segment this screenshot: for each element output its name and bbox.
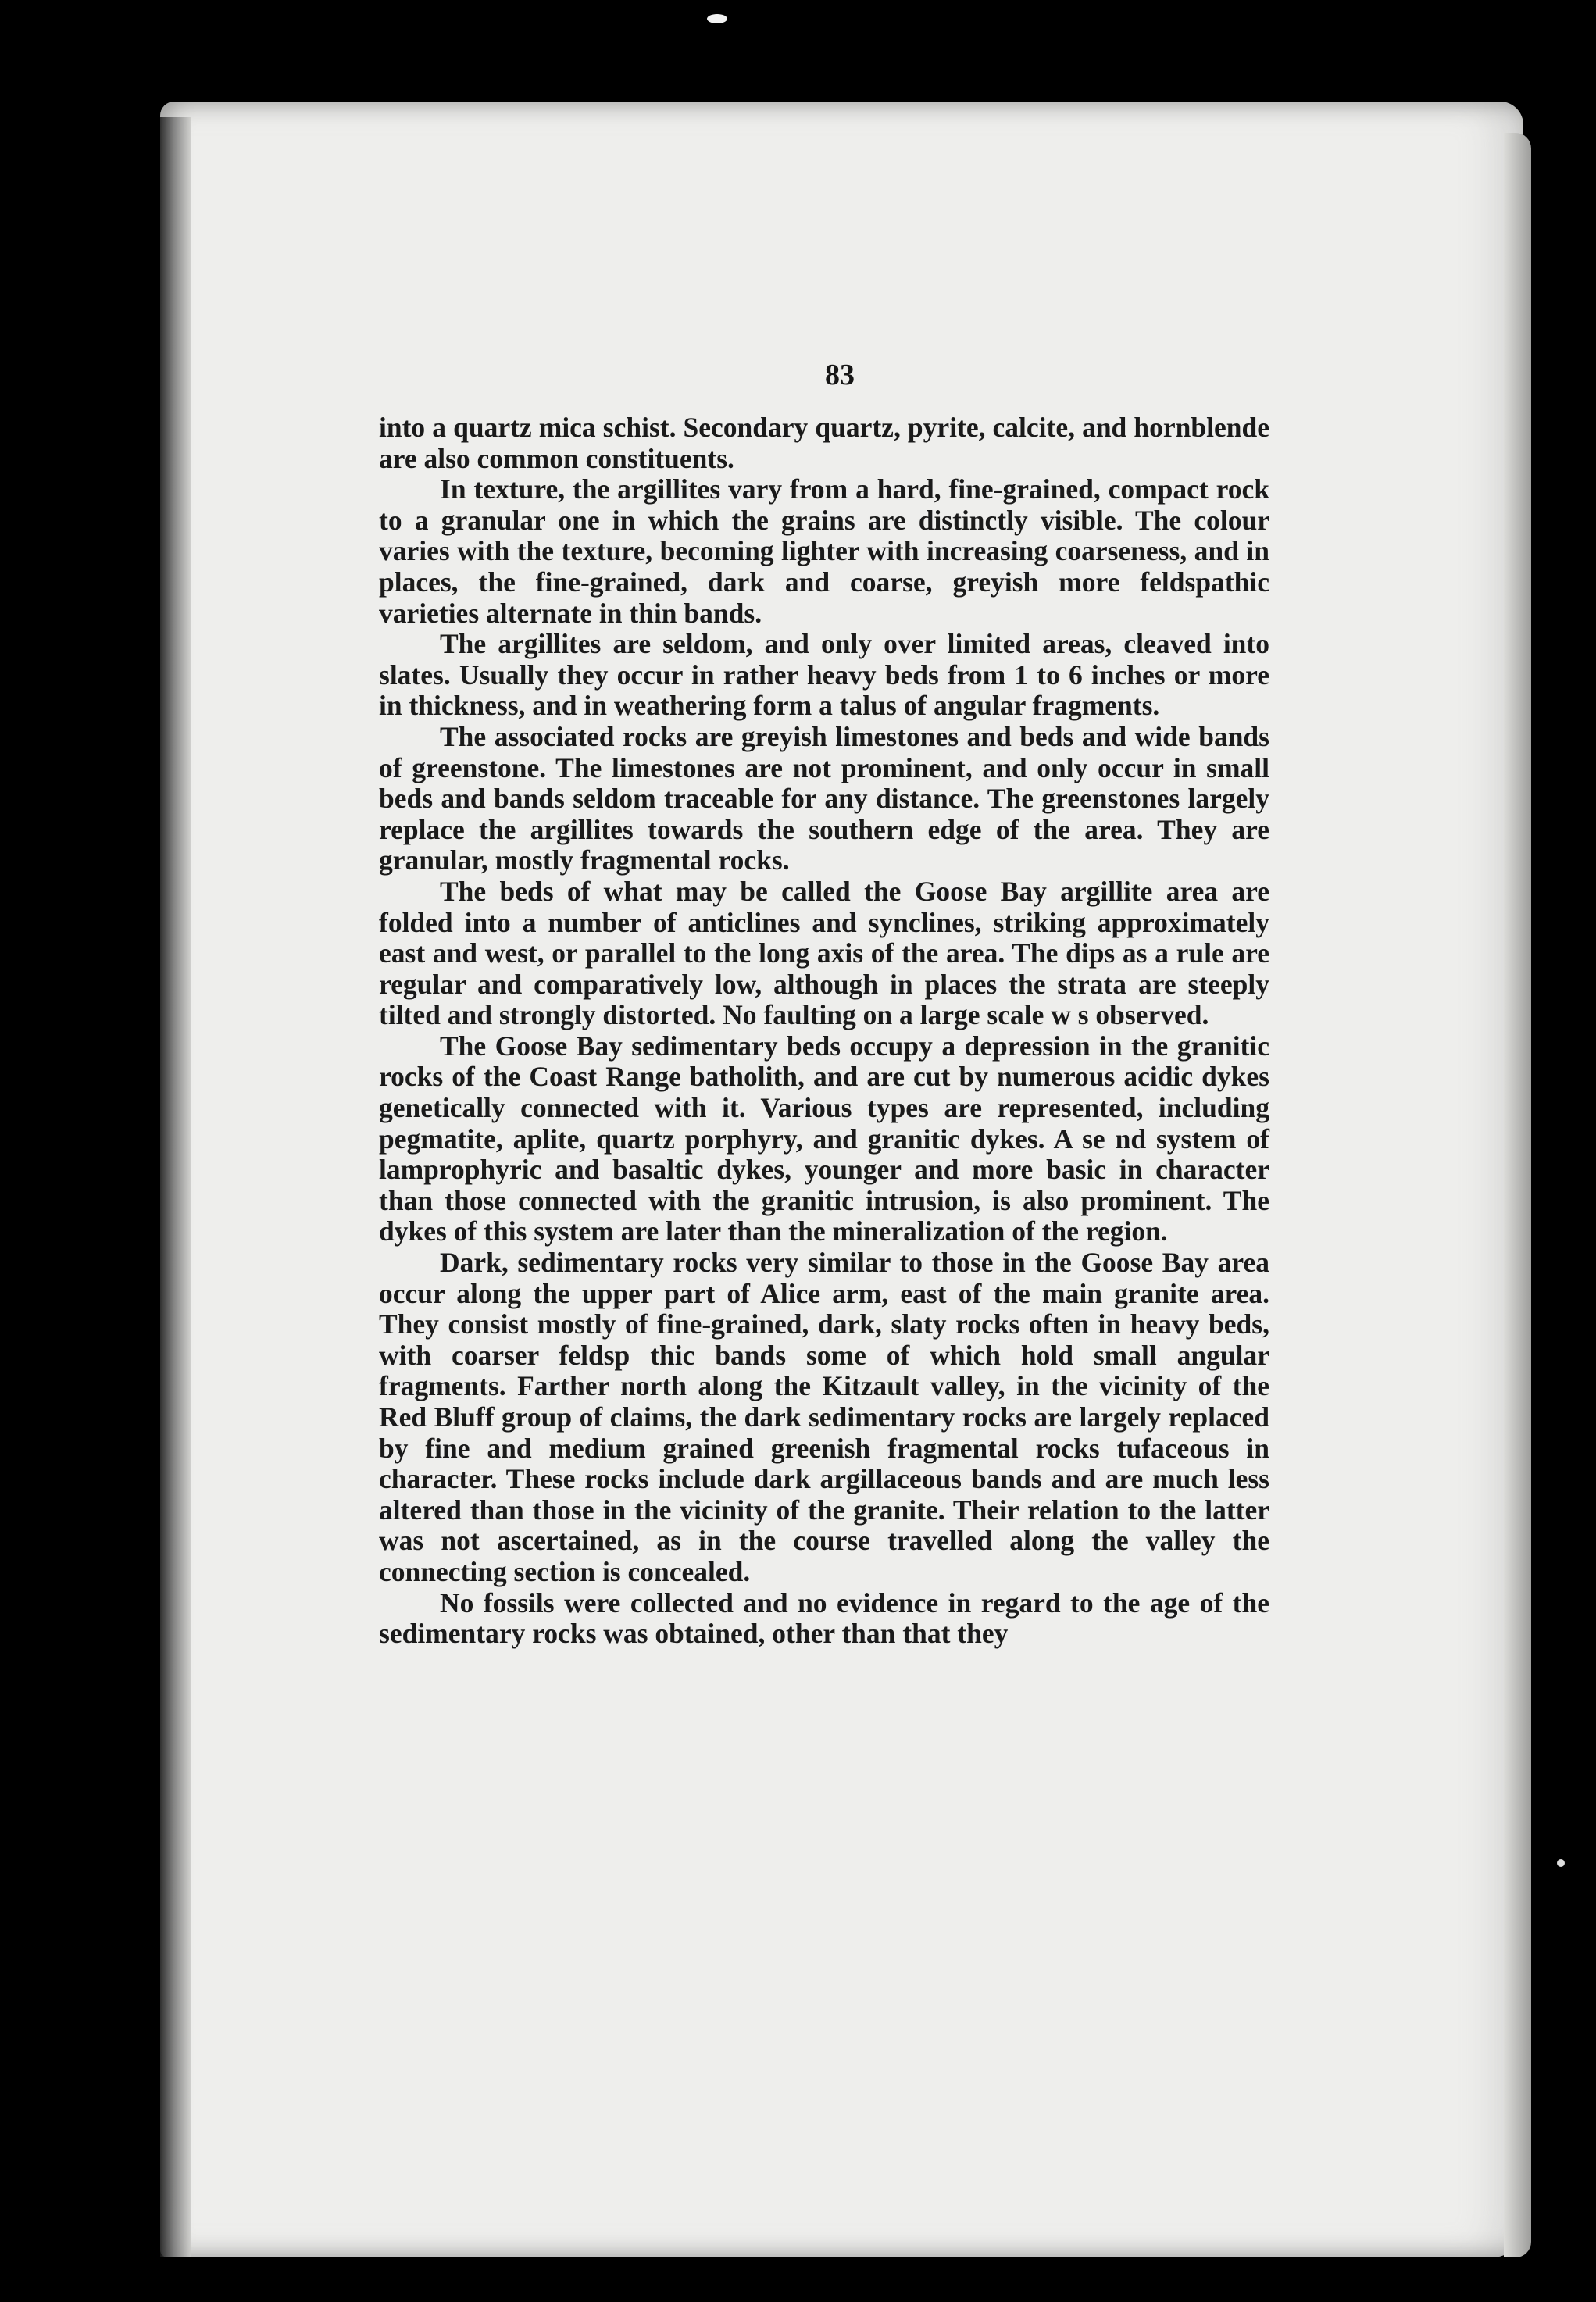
paragraph: The Goose Bay sedimentary beds occupy a depression in the granitic rocks of the Coast Range batholith, and are cut by numerous acidic dykes genetically connected with it. Various types are represented, including pegmatite, aplite, quartz porphyry, and granitic dykes. A se nd system of lamprophyric and basaltic dykes, younger and more basic in character than those connected with the granitic intrusion, is also prominent. The dykes of this system are later than the mineralization of the region. [379, 1030, 1269, 1247]
paragraph: The beds of what may be called the Goose Bay argillite area are folded into a number of anticlines and synclines, striking approximately east and west, or parallel to the long axis of the area. The dips as a rule are regular and comparatively low, although in places the strata are steeply tilted and strongly distorted. No faulting on a large scale w s observed. [379, 875, 1269, 1031]
paragraph: No fossils were collected and no evidence in regard to the age of the sedimentary rocks was obtained, other than that they [379, 1586, 1269, 1650]
page-number: 83 [825, 359, 855, 391]
page-binding-shadow [160, 117, 191, 2257]
page-edge [1504, 133, 1531, 2257]
scan-speck [707, 14, 727, 23]
body-text [379, 412, 1269, 1650]
paragraph: In texture, the argillites vary from a hard, fine-grained, compact rock to a granular one in which the grains are distinctly visible. The colour varies with the texture, becoming lighter with increasing coarseness, and in places, the fine-grained, dark and coarse, greyish more feldspathic varieties alternate in thin bands. [379, 473, 1269, 629]
paragraph: into a quartz mica schist. Secondary quartz, pyrite, calcite, and hornblende are also common constituents. [379, 412, 1269, 474]
scan-speck [1557, 1859, 1565, 1867]
paragraph: Dark, sedimentary rocks very similar to those in the Goose Bay area occur along the upper part of Alice arm, east of the main granite area. They consist mostly of fine-grained, dark, slaty rocks often in heavy beds, with coarser feldsp thic bands some of which hold small angular fragments. Farther north along the Kitzault valley, in the vicinity of the Red Bluff group of claims, the dark sedimentary rocks are largely replaced by fine and medium grained greenish fragmental rocks tufaceous in character. These rocks include dark argillaceous bands and are much less altered than those in the vicinity of the granite. Their relation to the latter was not ascertained, as in the course travelled along the valley the connecting section is concealed. [379, 1247, 1269, 1587]
paragraph: The argillites are seldom, and only over limited areas, cleaved into slates. Usually they occur in rather heavy beds from 1 to 6 inches or more in thickness, and in weathering form a talus of angular fragments. [379, 628, 1269, 722]
paragraph: The associated rocks are greyish limestones and beds and wide bands of greenstone. The limestones are not prominent, and only occur in small beds and bands seldom traceable for any distance. The greenstones largely replace the argillites towards the southern edge of the area. They are granular, mostly fragmental rocks. [379, 720, 1269, 876]
